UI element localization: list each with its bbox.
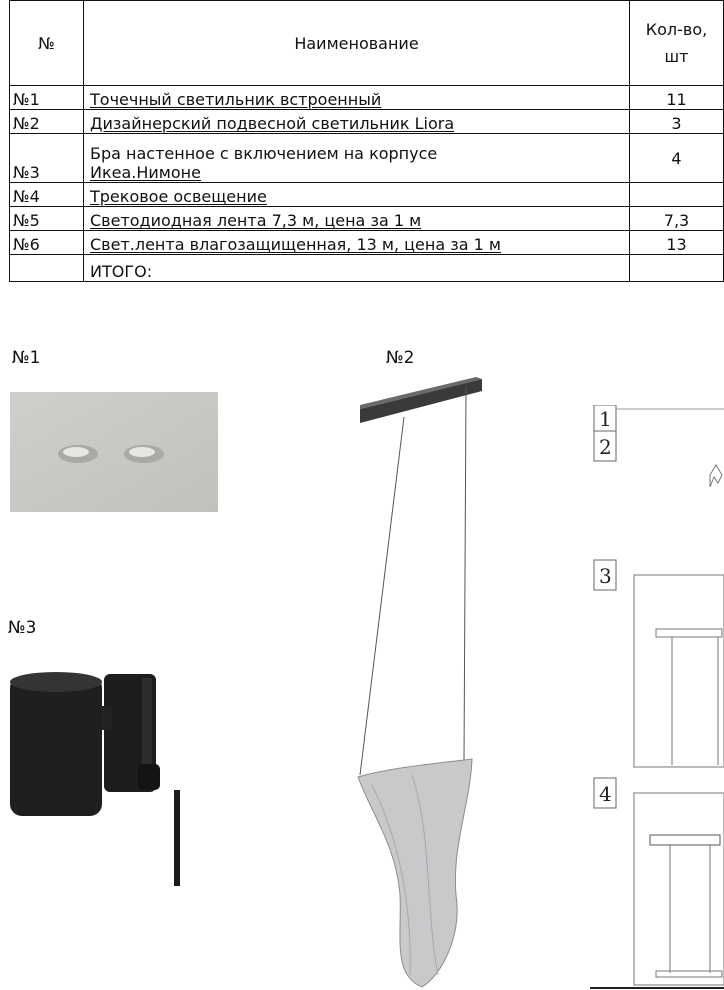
drawing-step-3: 3 [599, 564, 612, 588]
drawing-step-2: 2 [599, 435, 612, 459]
header-name: Наименование [84, 1, 630, 86]
table-row [10, 207, 724, 231]
spot-hole-left [58, 445, 98, 463]
row-name: Дизайнерский подвесной светильник Liora [84, 110, 630, 134]
spot-hole-right [124, 445, 164, 463]
row-quantity: 4 [630, 134, 724, 183]
row-name: Трековое освещение [84, 183, 630, 207]
table-row [10, 134, 724, 183]
table-row [10, 231, 724, 255]
table-row [10, 110, 724, 134]
table-header-row [10, 1, 724, 86]
row-quantity: 7,3 [630, 207, 724, 231]
row-number: №2 [10, 110, 84, 134]
row-number: №5 [10, 207, 84, 231]
table-total-row [10, 255, 724, 282]
row-number: №4 [10, 183, 84, 207]
item1-label: №1 [12, 348, 41, 368]
header-quantity-line1: Кол-во, [645, 20, 708, 39]
row-quantity: 13 [630, 231, 724, 255]
row-number: №1 [10, 86, 84, 110]
row-name: Светодиодная лента 7,3 м, цена за 1 м [84, 207, 630, 231]
table-row [10, 183, 724, 207]
row-number: №6 [10, 231, 84, 255]
spot-light-photo [10, 392, 218, 512]
row-name: Бра настенное с включением на корпусе Икеа.Нимоне [84, 134, 630, 183]
total-label: ИТОГО: [84, 255, 630, 282]
row-quantity [630, 183, 724, 207]
drawing-step-4: 4 [599, 782, 612, 806]
lighting-spec-table [9, 0, 724, 282]
header-quantity [630, 1, 724, 86]
drawing-step-1: 1 [599, 407, 612, 431]
row-number [10, 255, 84, 282]
row-quantity: 3 [630, 110, 724, 134]
header-number: № [10, 1, 84, 86]
row-quantity [630, 255, 724, 282]
row-number: №3 [10, 134, 84, 183]
row-quantity: 11 [630, 86, 724, 110]
wall-lamp-image [10, 668, 200, 888]
pendant-lamp-image [352, 375, 502, 990]
header-quantity-line2: шт [664, 47, 689, 66]
row-name: Точечный светильник встроенный [84, 86, 630, 110]
table-row [10, 86, 724, 110]
item2-label: №2 [386, 348, 415, 368]
row-name: Свет.лента влагозащищенная, 13 м, цена за 1 м [84, 231, 630, 255]
installation-drawing [590, 405, 724, 990]
item3-label: №3 [8, 618, 37, 638]
